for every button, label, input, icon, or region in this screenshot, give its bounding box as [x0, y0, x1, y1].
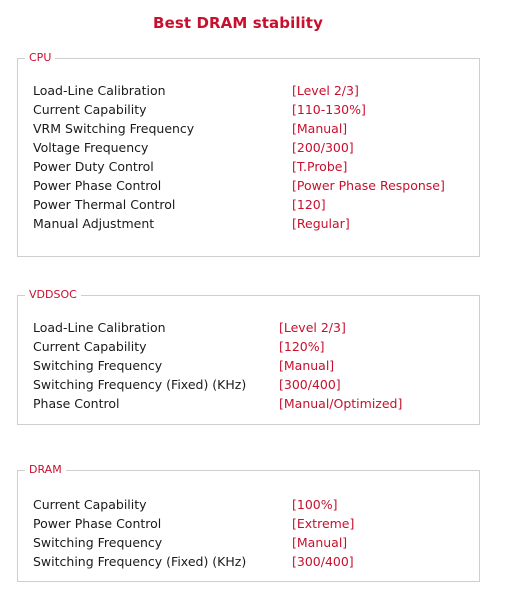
setting-label: Load-Line Calibration — [33, 320, 166, 335]
setting-row — [33, 119, 469, 138]
page-title: Best DRAM stability — [153, 14, 323, 32]
setting-row — [33, 514, 469, 533]
setting-value: [Level 2/3] — [292, 83, 359, 98]
setting-label: Switching Frequency — [33, 535, 163, 550]
setting-label: Switching Frequency (Fixed) (KHz) — [33, 554, 247, 569]
setting-value: [110-130%] — [292, 102, 366, 117]
setting-row — [33, 138, 469, 157]
setting-label: VRM Switching Frequency — [33, 121, 195, 136]
setting-value: [120] — [292, 197, 326, 212]
vddsoc-section — [17, 288, 480, 425]
setting-label: Current Capability — [33, 339, 147, 354]
setting-value: [Power Phase Response] — [292, 178, 445, 193]
setting-value: [100%] — [292, 497, 338, 512]
setting-row — [33, 375, 469, 394]
setting-label: Power Phase Control — [33, 178, 162, 193]
section-label-vddsoc: VDDSOC — [25, 288, 81, 302]
setting-row — [33, 318, 469, 337]
setting-label: Switching Frequency — [33, 358, 163, 373]
setting-label: Power Duty Control — [33, 159, 154, 174]
dram-section — [17, 463, 480, 582]
setting-row — [33, 81, 469, 100]
setting-value: [300/400] — [292, 554, 354, 569]
setting-label: Current Capability — [33, 497, 147, 512]
setting-value: [120%] — [279, 339, 325, 354]
setting-value: [Manual/Optimized] — [279, 396, 403, 411]
setting-label: Manual Adjustment — [33, 216, 155, 231]
setting-value: [Manual] — [292, 121, 348, 136]
setting-label: Current Capability — [33, 102, 147, 117]
setting-row — [33, 214, 469, 233]
setting-label: Power Thermal Control — [33, 197, 176, 212]
cpu-section — [17, 51, 480, 257]
setting-value: [300/400] — [279, 377, 341, 392]
setting-row — [33, 552, 469, 571]
setting-label: Power Phase Control — [33, 516, 162, 531]
setting-row — [33, 533, 469, 552]
setting-row — [33, 394, 469, 413]
setting-row — [33, 176, 469, 195]
setting-value: [200/300] — [292, 140, 354, 155]
setting-row — [33, 195, 469, 214]
setting-label: Voltage Frequency — [33, 140, 149, 155]
setting-label: Switching Frequency (Fixed) (KHz) — [33, 377, 247, 392]
setting-value: [Extreme] — [292, 516, 355, 531]
setting-row — [33, 157, 469, 176]
setting-label: Load-Line Calibration — [33, 83, 166, 98]
setting-row — [33, 356, 469, 375]
setting-value: [Manual] — [292, 535, 348, 550]
setting-value: [T.Probe] — [292, 159, 348, 174]
setting-label: Phase Control — [33, 396, 120, 411]
section-label-cpu: CPU — [25, 51, 55, 65]
setting-row — [33, 337, 469, 356]
setting-value: [Regular] — [292, 216, 350, 231]
setting-value: [Level 2/3] — [279, 320, 346, 335]
setting-value: [Manual] — [279, 358, 335, 373]
setting-row — [33, 100, 469, 119]
section-label-dram: DRAM — [25, 463, 66, 477]
setting-row — [33, 495, 469, 514]
